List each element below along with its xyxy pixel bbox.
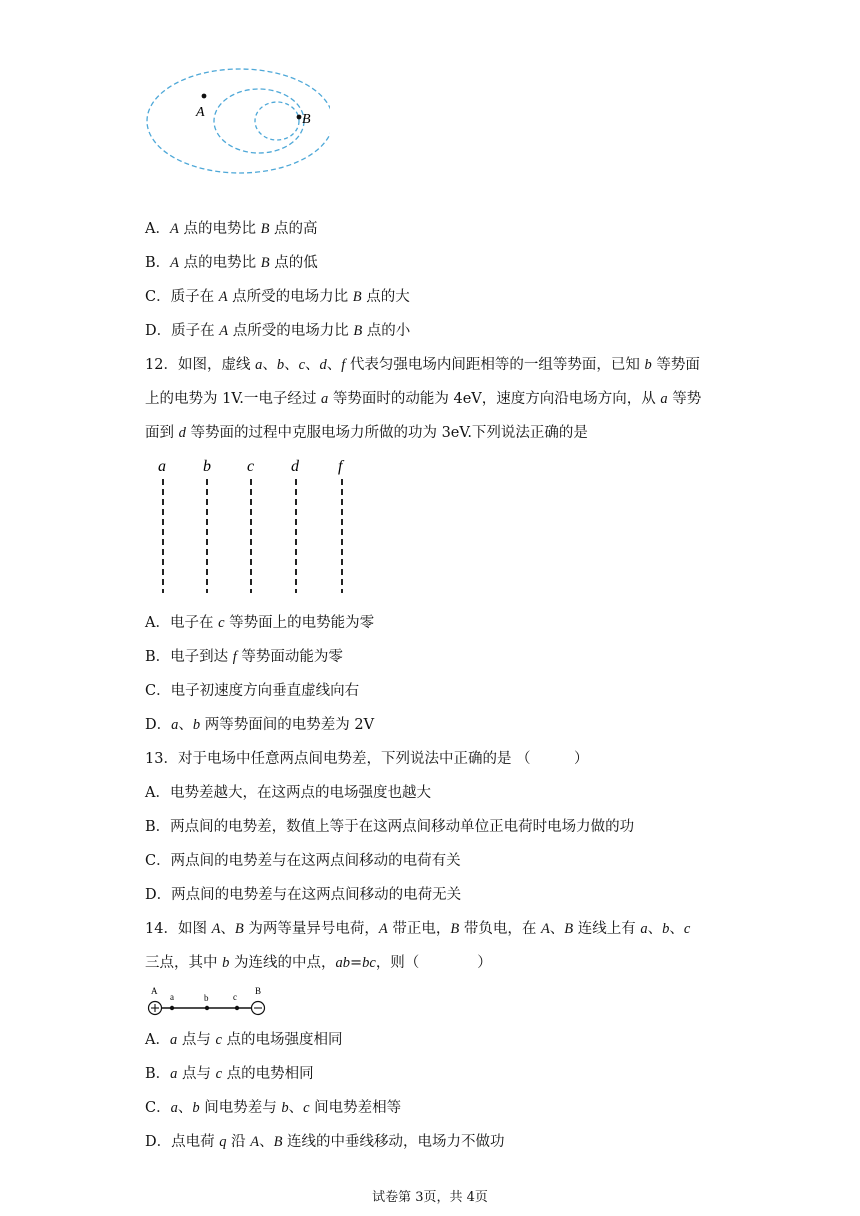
q13-stem: 13．对于电场中任意两点间电势差，下列说法中正确的是 （ ） [145,751,589,767]
inner-ellipse [255,102,299,140]
q12-stem-line2: 上的电势为 1V.一电子经过 a 等势面时的动能为 4eV，速度方向沿电场方向，从 a 等势 [145,391,702,407]
line-label-a: a [158,458,166,475]
label-a: a [170,992,174,1002]
q14-stem-line1: 14．如图 A、B 为两等量异号电荷，A 带正电，B 带负电，在 A、B 连线上有 a、b、c [145,921,691,937]
q14-option-c: C．a、b 间电势差与 b、c 间电势差相等 [145,1100,402,1116]
page-footer: 试卷第 3页，共 4页 [372,1190,488,1205]
label-c: c [233,992,237,1002]
line-label-c: c [247,458,255,475]
q12-stem-line3: 面到 d 等势面的过程中克服电场力所做的功为 3eV.下列说法正确的是 [145,425,588,441]
q11-option-b: B．A 点的电势比 B 点的低 [145,255,318,271]
q13-option-d: D．两点间的电势差与在这两点间移动的电荷无关 [145,887,462,903]
point-a-dot [170,1006,174,1010]
point-B-label: B [302,112,311,127]
label-A: A [151,986,158,996]
point-A-dot [202,94,207,99]
q12-option-a: A．电子在 c 等势面上的电势能为零 [145,615,375,631]
middle-ellipse [214,89,304,153]
point-c-dot [235,1006,239,1010]
label-B: B [255,986,262,996]
point-B-dot [297,115,302,120]
label-b: b [204,993,209,1003]
line-label-b: b [203,458,211,475]
q12-option-b: B．电子到达 f 等势面动能为零 [145,649,343,665]
line-label-f: f [338,458,343,475]
q12-option-c: C．电子初速度方向垂直虚线向右 [145,683,360,699]
q14-option-d: D．点电荷 q 沿 A、B 连线的中垂线移动，电场力不做功 [145,1134,505,1150]
q13-option-a: A．电势差越大，在这两点的电场强度也越大 [145,785,431,801]
figure-equipotential-ellipses [140,62,330,182]
line-label-d: d [291,458,299,475]
figure-dipole-line [144,983,270,1019]
q13-option-c: C．两点间的电势差与在这两点间移动的电荷有关 [145,853,461,869]
q14-stem-line2: 三点，其中 b 为连线的中点，ab=bc，则（ ） [145,955,492,971]
q14-option-b: B．a 点与 c 点的电势相同 [145,1066,314,1082]
q12-stem-line1: 12．如图，虚线 a、b、c、d、f 代表匀强电场内间距相等的一组等势面，已知 b 等势面 [145,357,700,373]
q12-option-d: D．a、b 两等势面间的电势差为 2V [145,717,375,733]
point-b-dot [205,1006,209,1010]
figure-equipotential-lines [150,455,360,597]
q11-option-c: C．质子在 A 点所受的电场力比 B 点的大 [145,289,410,305]
q11-option-d: D．质子在 A 点所受的电场力比 B 点的小 [145,323,411,339]
point-A-label: A [196,105,205,120]
q11-option-a: A．A 点的电势比 B 点的高 [145,221,318,237]
q13-option-b: B．两点间的电势差，数值上等于在这两点间移动单位正电荷时电场力做的功 [145,819,635,835]
q14-option-a: A．a 点与 c 点的电场强度相同 [145,1032,343,1048]
